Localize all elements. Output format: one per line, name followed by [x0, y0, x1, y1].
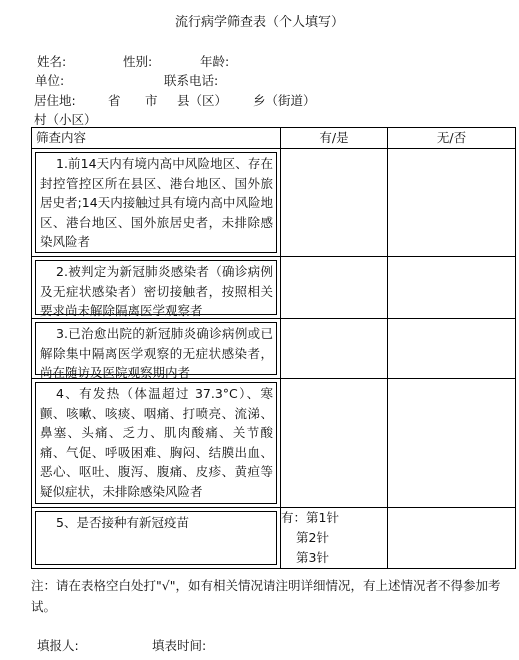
header-no: 无/否 [388, 128, 516, 149]
question-3-text: 3.已治愈出院的新冠肺炎确诊病例或已解除集中隔离医学观察的无症状感染者，尚在随访及医院观察期内者 [40, 326, 273, 380]
screening-table [31, 127, 516, 569]
form-title: 流行病学筛查表（个人填写） [174, 15, 344, 30]
question-2 [35, 260, 277, 318]
question-4 [35, 382, 277, 504]
date-label: 填表时间: [152, 638, 207, 653]
table-row [32, 257, 516, 319]
row-2-yes-cell[interactable] [281, 257, 388, 319]
dose-3-label: 第3针 [296, 550, 329, 565]
row-4-yes-cell[interactable] [281, 379, 388, 508]
question-4-text: 4、有发热（体温超过 37.3°C）、寒颤、咳嗽、咳痰、咽痛、打喷亮、流涕、鼻塞、头痛、乏力、肌肉酸痛、关节酸痛、气促、呼吸困难、胸闷、结膜出血、恶心、呕吐、腹泻、腹痛、皮疹、黄疸等疑似症状，未排除感染风险者 [40, 386, 273, 499]
province-label: 省 [108, 93, 121, 108]
row-3-yes-cell[interactable] [281, 319, 388, 379]
question-3 [35, 322, 277, 380]
table-row [32, 319, 516, 379]
header-content: 筛查内容 [32, 128, 281, 149]
question-1 [35, 152, 277, 253]
table-row [32, 508, 516, 569]
question-2-text: 2.被判定为新冠肺炎感染者（确诊病例及无症状感染者）密切接触者，按照相关要求尚未解除隔离医学观察者 [40, 264, 273, 318]
table-row [32, 149, 516, 257]
row-1-no-cell[interactable] [388, 149, 516, 257]
dose-1-label: 有：第1针 [281, 510, 339, 525]
row-5-yes-cell[interactable] [281, 508, 388, 569]
gender-label: 性别: [123, 54, 153, 69]
table-row [32, 379, 516, 508]
question-5 [35, 511, 277, 565]
dose-2-label: 第2针 [296, 530, 329, 545]
question-5-text: 5、是否接种有新冠疫苗 [56, 515, 189, 530]
note-text: 注：请在表格空白处打"√"，如有相关情况请注明详细情况，有上述情况者不得参加考试。 [31, 578, 501, 614]
town-label: 乡（街道） [253, 93, 316, 108]
table-header-row [32, 128, 516, 149]
county-label: 县（区） [177, 93, 228, 108]
row-3-no-cell[interactable] [388, 319, 516, 379]
row-5-no-cell[interactable] [388, 508, 516, 569]
village-label: 村（小区） [34, 112, 97, 127]
phone-label: 联系电话: [164, 73, 219, 88]
row-1-yes-cell[interactable] [281, 149, 388, 257]
residence-label: 居住地: [34, 93, 76, 108]
city-label: 市 [145, 93, 158, 108]
row-4-no-cell[interactable] [388, 379, 516, 508]
age-label: 年龄: [200, 54, 230, 69]
question-1-text: 1.前14天内有境内高中风险地区、存在封控管控区所在县区、港台地区、国外旅居史者;14天内接触过具有境内高中风险地区、港台地区、国外旅居史者，未排除感染风险者 [40, 156, 273, 249]
header-yes: 有/是 [281, 128, 388, 149]
row-2-no-cell[interactable] [388, 257, 516, 319]
filler-label: 填报人: [37, 638, 79, 653]
name-label: 姓名: [37, 54, 67, 69]
unit-label: 单位: [35, 73, 65, 88]
